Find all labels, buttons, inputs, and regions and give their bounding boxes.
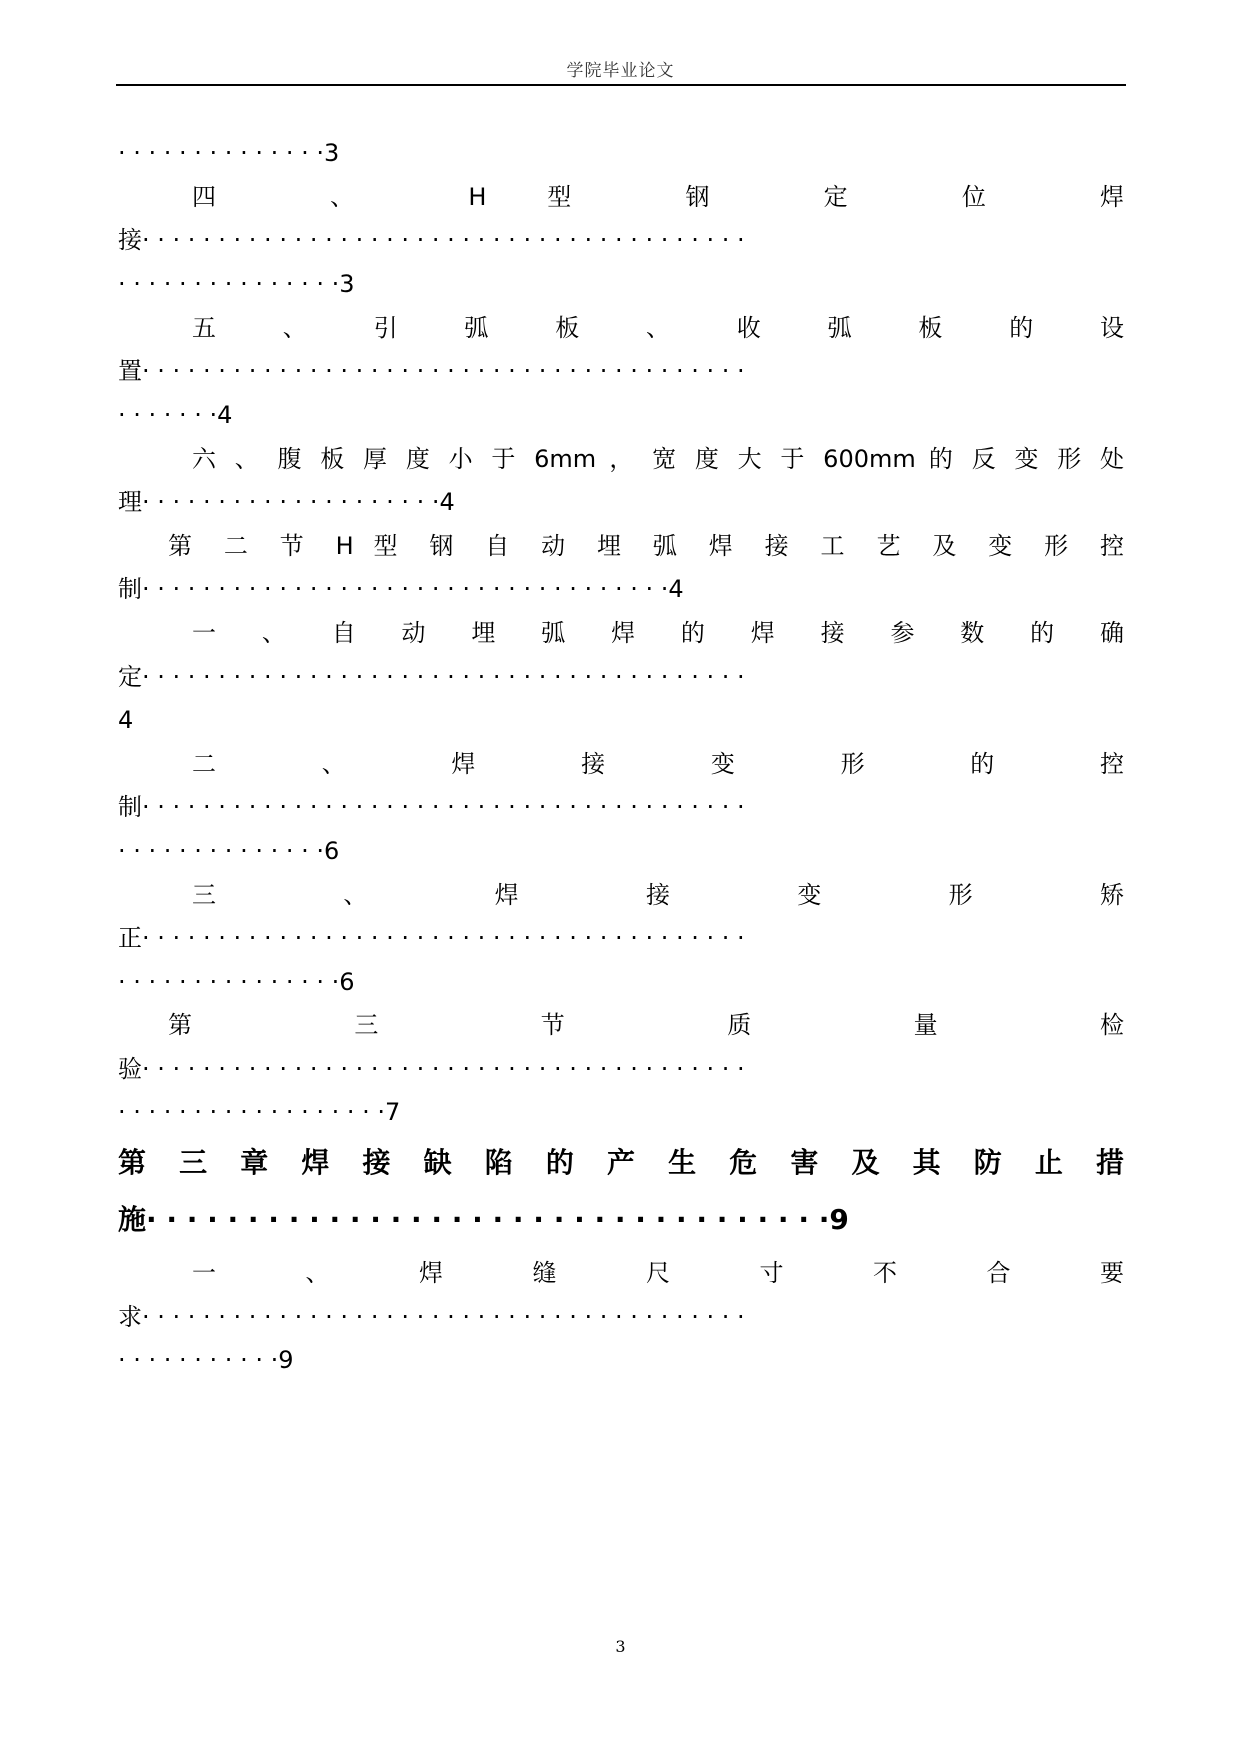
toc-line-continuation: 定· · · · · · · · · · · · · · · · · · · · · · · · · · · · · · · · · · · · · · · · xyxy=(118,663,745,691)
toc-line-dots-page-4: · · · · · · ·4 xyxy=(118,401,233,429)
toc-line-dots-page-6: · · · · · · · · · · · · · ·6 xyxy=(118,837,340,865)
toc-line-continuation: 制· · · · · · · · · · · · · · · · · · · · · · · · · · · · · · · · · · · · · · · · xyxy=(118,793,745,821)
toc-section-2: 第 二 节 H 型 钢 自 动 埋 弧 焊 接 工 艺 及 变 形 控 xyxy=(168,532,1124,560)
header-rule xyxy=(116,84,1126,86)
toc-entry-saw-parameters: 一 、 自 动 埋 弧 焊 的 焊 接 参 数 的 确 xyxy=(192,619,1124,647)
toc-line-dots-page-3: · · · · · · · · · · · · · ·3 xyxy=(118,139,340,167)
toc-line-dots-page-9: · · · · · · · · · · ·9 xyxy=(118,1346,294,1374)
page-header-title: 学院毕业论文 xyxy=(566,61,675,81)
toc-line-continuation: 正· · · · · · · · · · · · · · · · · · · · · · · · · · · · · · · · · · · · · · · · xyxy=(118,924,745,952)
toc-line-continuation: 施· · · · · · · · · · · · · · · · · · · · · · · · · · · · · · · · · ·9 xyxy=(118,1203,849,1236)
toc-entry-h-beam-tack-welding: 四 、 H 型 钢 定 位 焊 xyxy=(192,183,1124,211)
toc-line-continuation: 置· · · · · · · · · · · · · · · · · · · · · · · · · · · · · · · · · · · · · · · · xyxy=(118,357,745,385)
page-number: 3 xyxy=(615,1637,626,1656)
toc-entry-arc-plates: 五 、 引 弧 板 、 收 弧 板 的 设 xyxy=(192,314,1124,342)
toc-section-3: 第 三 节 质 量 检 xyxy=(168,1011,1124,1039)
toc-line-dots-page-3b: · · · · · · · · · · · · · · ·3 xyxy=(118,270,355,298)
toc-entry-web-deformation: 六 、 腹 板 厚 度 小 于 6mm ， 宽 度 大 于 600mm 的 反 变 形 处 xyxy=(192,445,1124,473)
toc-entry-deformation-correction: 三 、 焊 接 变 形 矫 xyxy=(192,881,1124,909)
toc-line-dots-page-7: · · · · · · · · · · · · · · · · · ·7 xyxy=(118,1098,401,1126)
toc-line-continuation: 求· · · · · · · · · · · · · · · · · · · · · · · · · · · · · · · · · · · · · · · · xyxy=(118,1303,745,1331)
toc-line-continuation: 制· · · · · · · · · · · · · · · · · · · · · · · · · · · · · · · · · · ·4 xyxy=(118,575,684,603)
toc-line-dots-page-6b: · · · · · · · · · · · · · · ·6 xyxy=(118,968,355,996)
toc-line-continuation: 理· · · · · · · · · · · · · · · · · · · ·4 xyxy=(118,488,455,516)
toc-entry-weld-size: 一 、 焊 缝 尺 寸 不 合 要 xyxy=(192,1259,1124,1287)
toc-chapter-3: 第 三 章 焊 接 缺 陷 的 产 生 危 害 及 其 防 止 措 xyxy=(118,1146,1124,1179)
toc-line-continuation: 接· · · · · · · · · · · · · · · · · · · · · · · · · · · · · · · · · · · · · · · · xyxy=(118,226,745,254)
toc-line-continuation: 验· · · · · · · · · · · · · · · · · · · · · · · · · · · · · · · · · · · · · · · · xyxy=(118,1055,745,1083)
toc-entry-deformation-control: 二 、 焊 接 变 形 的 控 xyxy=(192,750,1124,778)
toc-line-page-4: 4 xyxy=(118,706,134,734)
